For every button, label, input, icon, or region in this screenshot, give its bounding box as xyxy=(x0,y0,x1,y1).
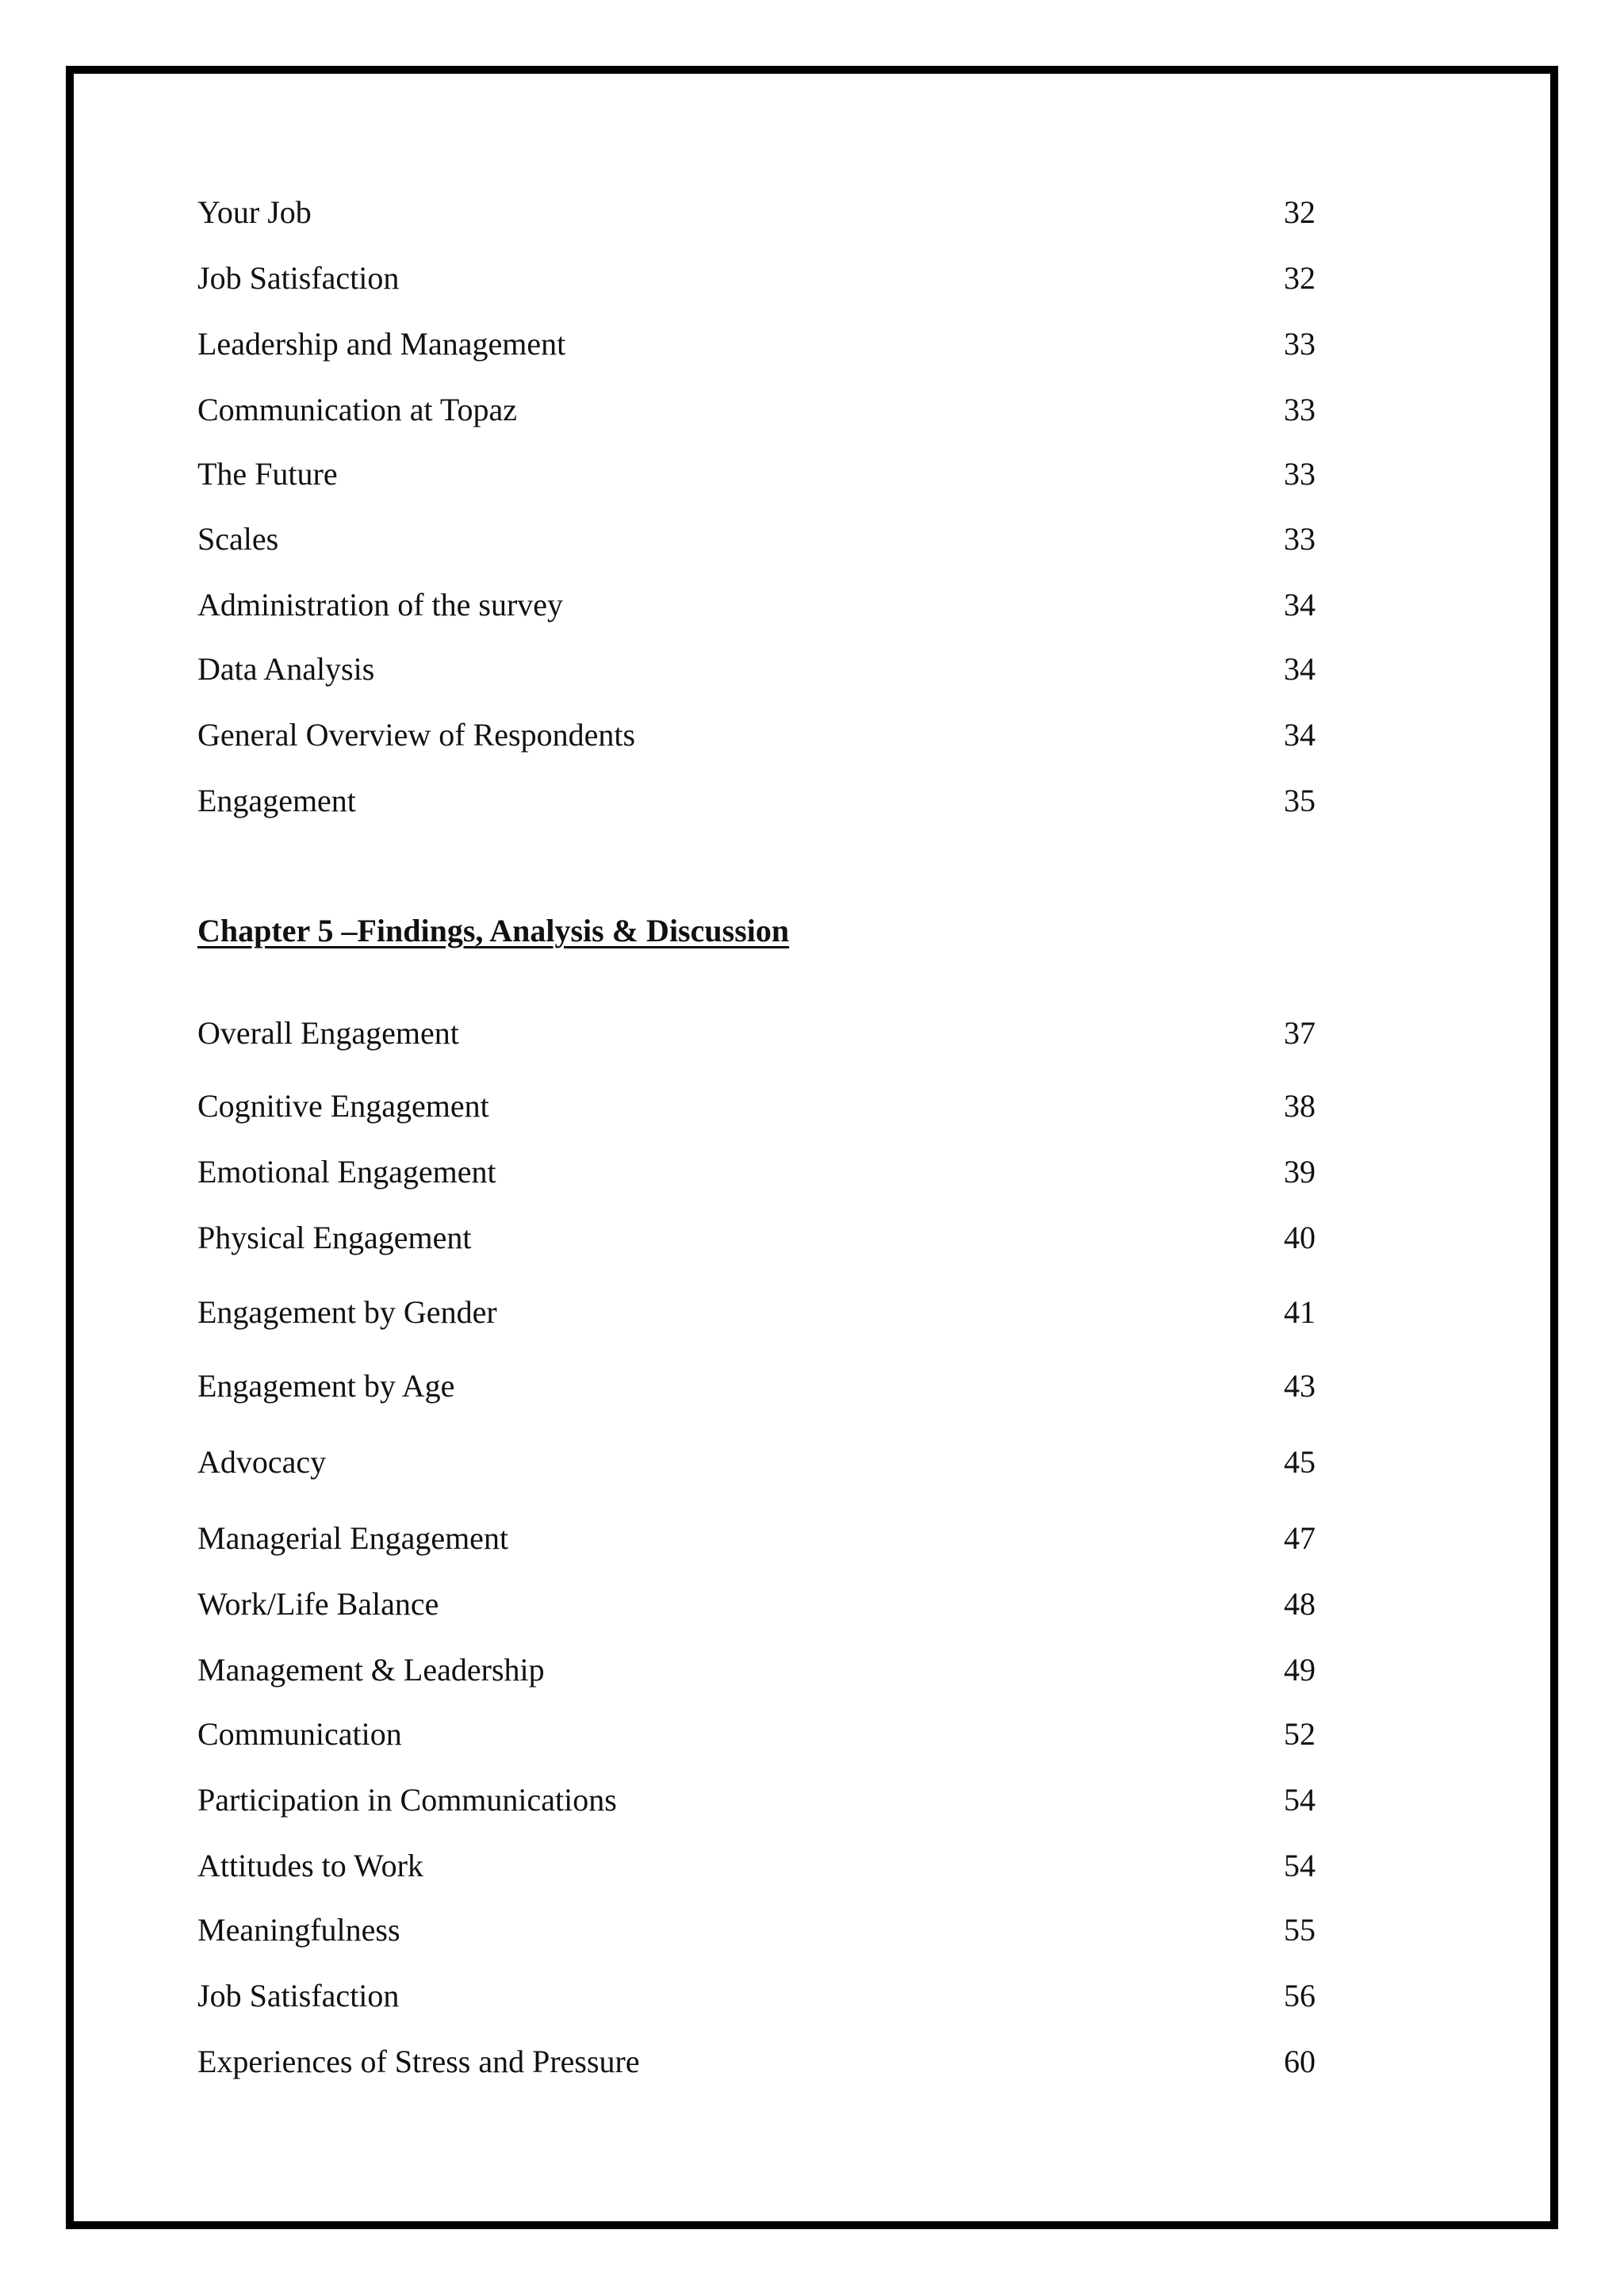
toc-entry[interactable] xyxy=(197,581,1316,629)
toc-entry[interactable] xyxy=(197,1906,1316,1954)
toc-entry-title: Job Satisfaction xyxy=(197,1978,400,2013)
toc-entry-title: Managerial Engagement xyxy=(197,1520,509,1556)
toc-entry-page: 39 xyxy=(1284,1154,1316,1190)
toc-entry-title: Advocacy xyxy=(197,1444,327,1480)
toc-entry[interactable] xyxy=(197,1289,1316,1336)
toc-entry-page: 33 xyxy=(1284,521,1316,557)
toc-entry[interactable] xyxy=(197,1439,1316,1486)
toc-entry-title: Data Analysis xyxy=(197,651,375,687)
toc-entry-title: Engagement by Age xyxy=(197,1368,455,1404)
toc-entry-page: 34 xyxy=(1284,587,1316,623)
toc-entry-page: 33 xyxy=(1284,326,1316,362)
toc-entry[interactable] xyxy=(197,255,1316,302)
toc-entry-page: 33 xyxy=(1284,392,1316,427)
toc-entry-title: Administration of the survey xyxy=(197,587,564,623)
toc-entry[interactable] xyxy=(197,711,1316,759)
toc-entry-page: 54 xyxy=(1284,1848,1316,1883)
toc-entry-title: Emotional Engagement xyxy=(197,1154,496,1190)
toc-entry-title: Communication xyxy=(197,1716,402,1752)
toc-entry[interactable] xyxy=(197,1842,1316,1890)
toc-entry[interactable] xyxy=(197,1646,1316,1694)
toc-entry-page: 32 xyxy=(1284,194,1316,230)
toc-entry[interactable] xyxy=(197,1711,1316,1758)
toc-entry-title: Experiences of Stress and Pressure xyxy=(197,2044,640,2079)
toc-entry[interactable] xyxy=(197,1515,1316,1562)
toc-entry-page: 32 xyxy=(1284,260,1316,296)
toc-entry-page: 40 xyxy=(1284,1220,1316,1255)
toc-entry-title: Your Job xyxy=(197,194,312,230)
toc-entry-title: Cognitive Engagement xyxy=(197,1088,489,1124)
toc-entry-page: 41 xyxy=(1284,1294,1316,1330)
toc-entry-page: 33 xyxy=(1284,456,1316,492)
toc-entry-title: The Future xyxy=(197,456,338,492)
toc-entry[interactable] xyxy=(197,515,1316,563)
toc-entry-title: Leadership and Management xyxy=(197,326,566,362)
toc-entry-title: Overall Engagement xyxy=(197,1015,459,1051)
toc-entry[interactable] xyxy=(197,777,1316,825)
toc-entry-page: 37 xyxy=(1284,1015,1316,1051)
toc-entry-page: 47 xyxy=(1284,1520,1316,1556)
toc-entry-title: Attitudes to Work xyxy=(197,1848,423,1883)
toc-entry-title: Scales xyxy=(197,521,279,557)
toc-entry-title: Physical Engagement xyxy=(197,1220,472,1255)
toc-entry-title: Participation in Communications xyxy=(197,1782,617,1818)
toc-entry-title: Engagement by Gender xyxy=(197,1294,497,1330)
toc-entry-page: 60 xyxy=(1284,2044,1316,2079)
toc-entry[interactable] xyxy=(197,1972,1316,2020)
toc-entry-title: Engagement xyxy=(197,783,356,818)
toc-entry-title: Meaningfulness xyxy=(197,1912,400,1948)
toc-entry[interactable] xyxy=(197,386,1316,434)
chapter-heading[interactable]: Chapter 5 –Findings, Analysis & Discussion xyxy=(197,913,790,948)
toc-entry-page: 49 xyxy=(1284,1652,1316,1688)
toc-entry-page: 45 xyxy=(1284,1444,1316,1480)
toc-entry-page: 48 xyxy=(1284,1586,1316,1622)
toc-entry-title: General Overview of Respondents xyxy=(197,717,636,753)
toc-entry-page: 35 xyxy=(1284,783,1316,818)
toc-entry[interactable] xyxy=(197,189,1316,236)
toc-entry-page: 34 xyxy=(1284,717,1316,753)
toc-entry-title: Communication at Topaz xyxy=(197,392,518,427)
toc-entry[interactable] xyxy=(197,1214,1316,1262)
toc-entry-title: Management & Leadership xyxy=(197,1652,545,1688)
toc-entry[interactable] xyxy=(197,1082,1316,1130)
toc-entry[interactable] xyxy=(197,450,1316,498)
toc-entry-page: 38 xyxy=(1284,1088,1316,1124)
toc-entry[interactable] xyxy=(197,1148,1316,1196)
toc-entry-page: 54 xyxy=(1284,1782,1316,1818)
toc-entry-page: 55 xyxy=(1284,1912,1316,1948)
toc-entry-page: 52 xyxy=(1284,1716,1316,1752)
toc-entry[interactable] xyxy=(197,1010,1316,1057)
toc-entry-page: 56 xyxy=(1284,1978,1316,2013)
toc-entry[interactable] xyxy=(197,1362,1316,1410)
toc-entry[interactable] xyxy=(197,646,1316,693)
toc-entry[interactable] xyxy=(197,1580,1316,1628)
toc-entry-title: Job Satisfaction xyxy=(197,260,400,296)
toc-entry[interactable] xyxy=(197,320,1316,368)
toc-entry-title: Work/Life Balance xyxy=(197,1586,439,1622)
toc-entry-page: 34 xyxy=(1284,651,1316,687)
toc-entry[interactable] xyxy=(197,1776,1316,1824)
toc-entry[interactable] xyxy=(197,2038,1316,2086)
toc-entry-page: 43 xyxy=(1284,1368,1316,1404)
